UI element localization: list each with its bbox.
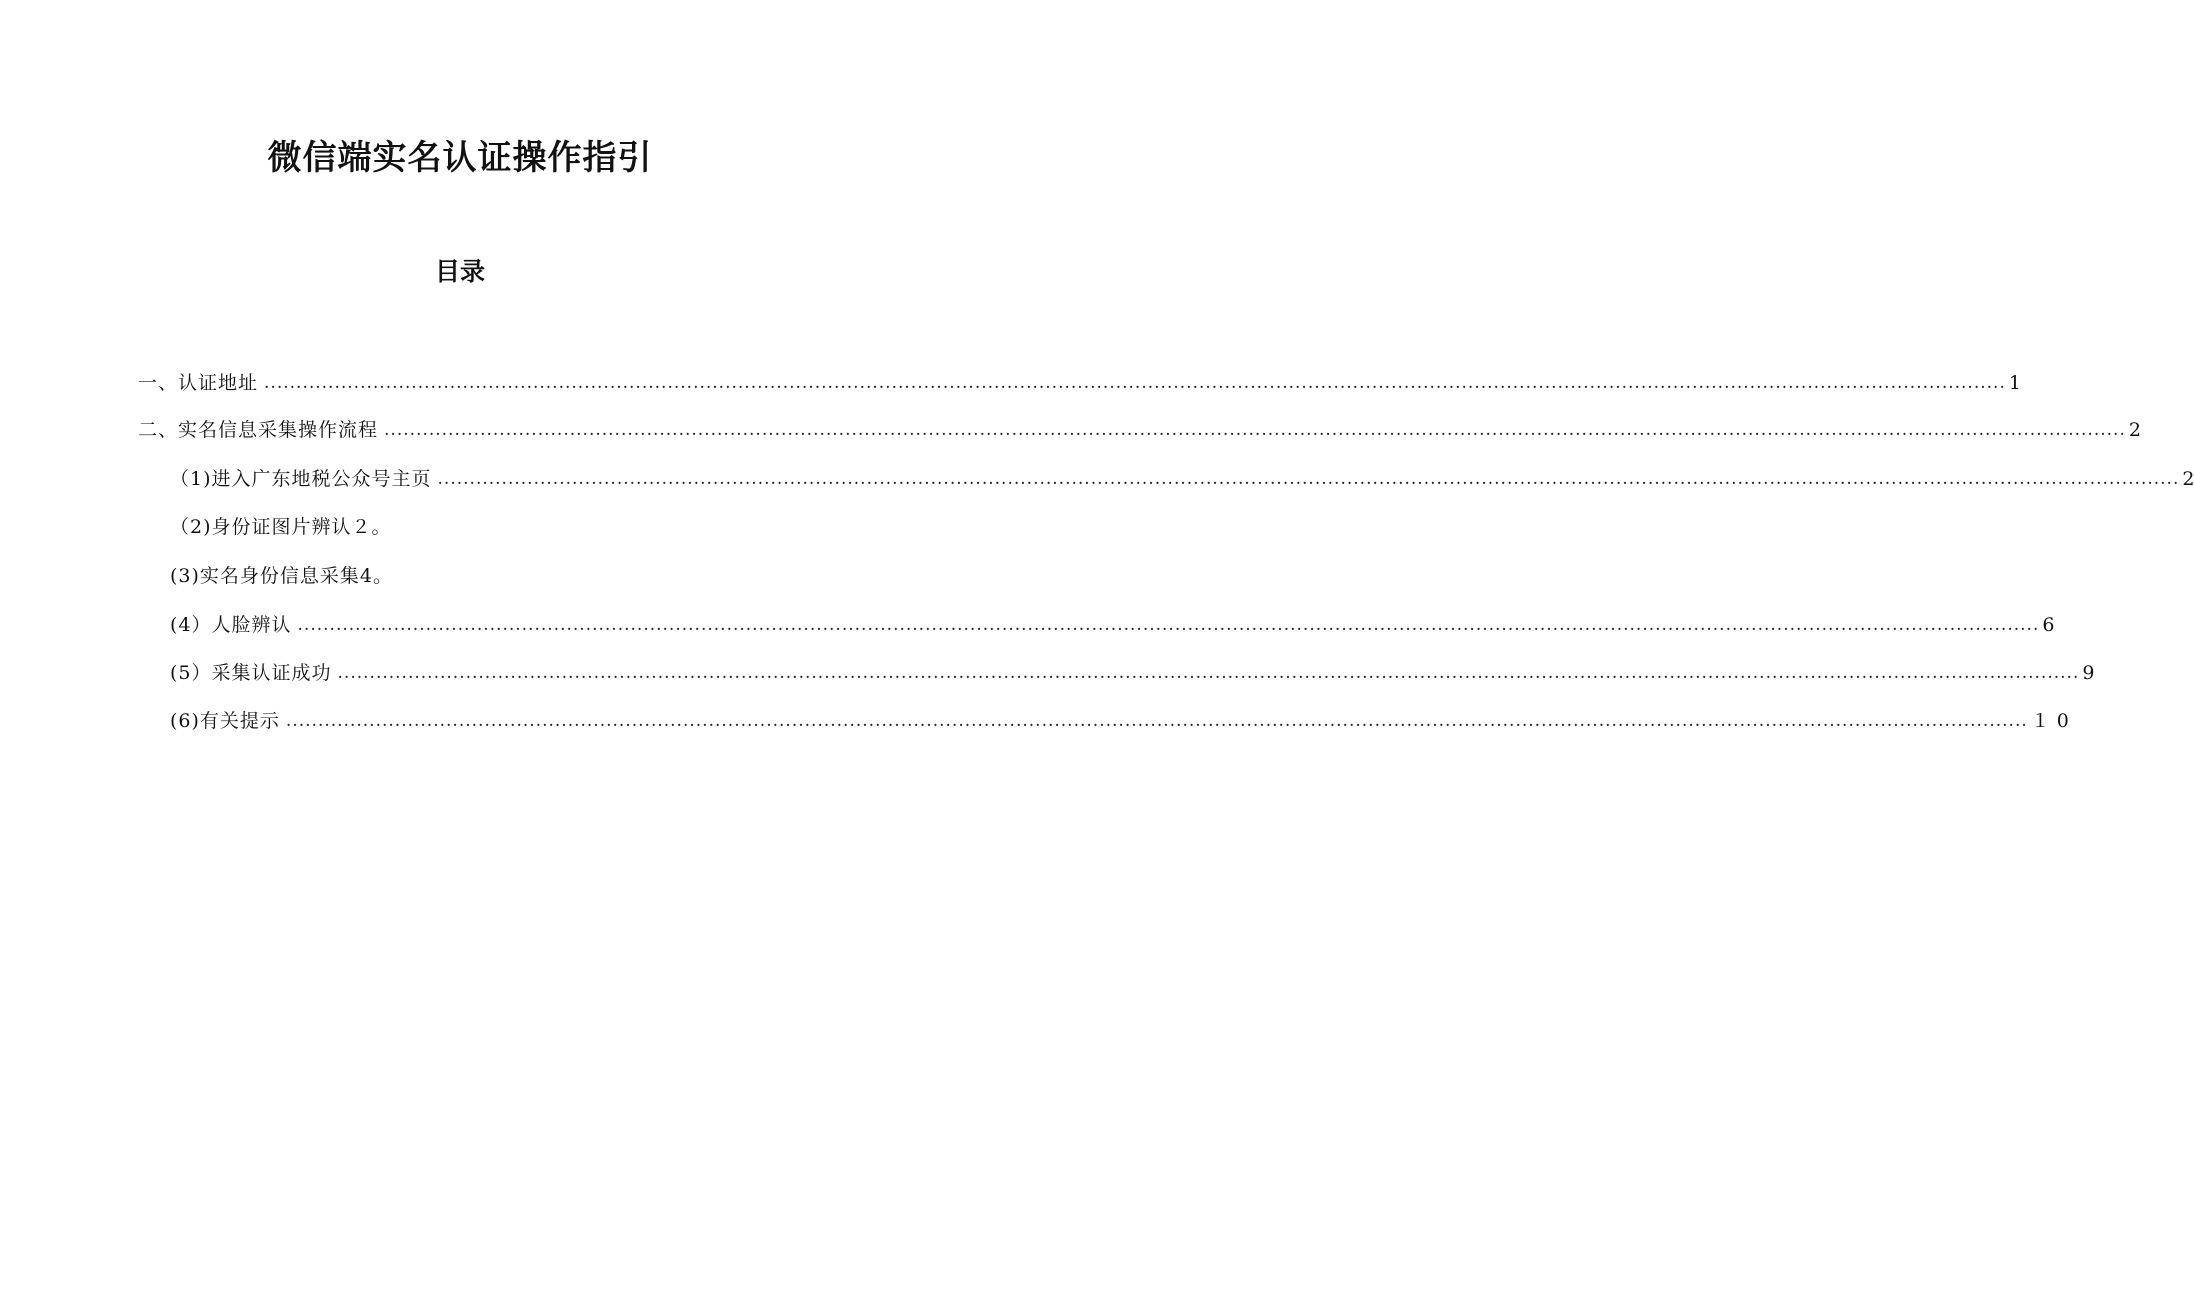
document-title: 微信端实名认证操作指引	[267, 138, 653, 178]
toc-entry[interactable]	[170, 608, 2055, 642]
toc-entry[interactable]	[138, 366, 2021, 400]
dot-leader: ................................................................................................................................................................................................................................................................................	[285, 711, 2028, 731]
toc-entry[interactable]	[170, 656, 2095, 690]
toc-entry[interactable]	[138, 413, 2141, 447]
toc-heading: 目录	[434, 257, 485, 286]
toc-entry-label: (4）人脸辨认	[170, 614, 292, 636]
toc-entry-label: 二、实名信息采集操作流程	[138, 419, 379, 441]
toc-entry-label: (6)有关提示	[170, 710, 280, 732]
dot-leader: ................................................................................................................................................................................................................................................................................	[264, 373, 2006, 393]
toc-page-number: １0	[2030, 710, 2076, 732]
dot-leader: ................................................................................................................................................................................................................................................................................	[337, 663, 2080, 683]
toc-entry-label: (5）采集认证成功	[170, 662, 332, 684]
toc-page-number: 2	[2128, 419, 2141, 441]
toc-page-number: 2	[2182, 468, 2194, 490]
toc-entry-label: （2)身份证图片辨认２。	[170, 516, 392, 538]
toc-page-number: 9	[2082, 662, 2095, 684]
toc-entry[interactable]	[170, 510, 570, 544]
toc-entry[interactable]	[170, 559, 570, 593]
toc-entry[interactable]	[170, 704, 2076, 738]
toc-entry[interactable]	[170, 462, 2194, 496]
toc-page-number: 1	[2008, 372, 2021, 394]
toc-entry-label: 一、认证地址	[138, 372, 259, 394]
toc-page-number: 6	[2042, 614, 2055, 636]
dot-leader: ................................................................................................................................................................................................................................................................................	[384, 420, 2126, 440]
dot-leader: ................................................................................................................................................................................................................................................................................	[437, 469, 2180, 489]
toc-entry-label: （1)进入广东地税公众号主页	[170, 468, 432, 490]
dot-leader: ................................................................................................................................................................................................................................................................................	[297, 615, 2040, 635]
toc-entry-label: (3)实名身份信息采集4。	[170, 565, 394, 587]
